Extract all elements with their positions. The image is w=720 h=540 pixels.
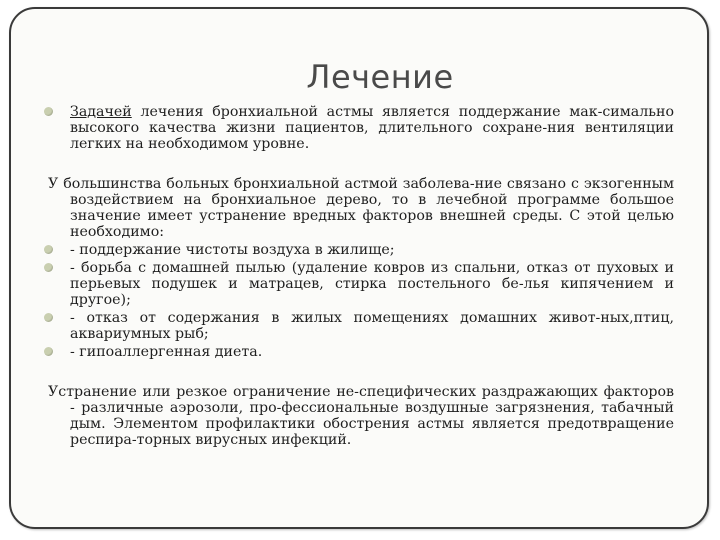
closing-paragraph: Устранение или резкое ограничение не-специфических раздражающих факторов - различные аэрозоли, про-фессиональные воздушные загрязнения, табачный дым. Элементом профилактики обострения астмы является предотвращение респира-торных вирусных инфекций.: [48, 384, 674, 448]
slide-title: Лечение: [306, 58, 454, 96]
measure-item: [48, 344, 674, 360]
bullet-icon: [44, 313, 53, 322]
bullet-icon: [44, 107, 53, 116]
slide-content: [48, 104, 674, 448]
cause-paragraph: У большинства больных бронхиальной астмой заболева-ние связано с экзогенным воздействием на бронхиальное дерево, то в лечебной программе большое значение имеет устранение вредных факторов внешней среды. С этой целью необходимо:: [48, 176, 674, 240]
measure-text: - борьба с домашней пылью (удаление ковров из спальни, отказ от пуховых и перьевых подушек и матрацев, стирка постельного бе-лья кипячением и другое);: [70, 260, 674, 308]
measure-item: [48, 242, 674, 258]
measure-text: - поддержание чистоты воздуха в жилище;: [70, 242, 395, 258]
goal-bullet: [48, 104, 674, 152]
goal-text: лечения бронхиальной астмы является поддержание мак-симально высокого качества жизни пациентов, длительного сохране-ния вентиляции легких на необходимом уровне.: [70, 104, 674, 152]
bullet-icon: [44, 245, 53, 254]
bullet-icon: [44, 263, 53, 272]
measure-item: [48, 310, 674, 342]
measure-text: - отказ от содержания в жилых помещениях домашних живот-ных,птиц, аквариумных рыб;: [70, 310, 674, 342]
measure-text: - гипоаллергенная диета.: [70, 344, 263, 360]
goal-lead: Задачей: [70, 104, 132, 120]
measure-item: [48, 260, 674, 308]
bullet-icon: [44, 347, 53, 356]
